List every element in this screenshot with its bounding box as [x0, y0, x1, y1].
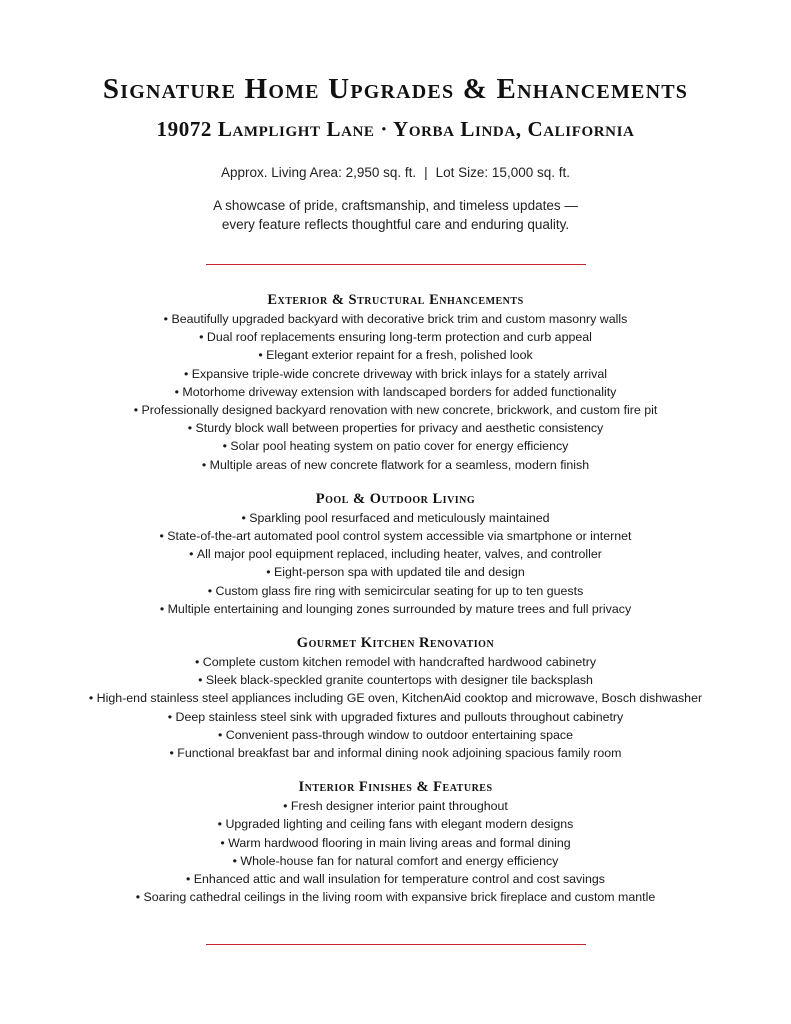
list-item: • Elegant exterior repaint for a fresh, polished look: [0, 346, 791, 364]
list-item: • Eight-person spa with updated tile and design: [0, 563, 791, 581]
feature-list: [0, 653, 791, 762]
tagline-line-2: every feature reflects thoughtful care and enduring quality.: [221, 217, 570, 232]
top-divider: [206, 264, 586, 265]
list-item: • Multiple areas of new concrete flatwork for a seamless, modern finish: [0, 456, 791, 474]
list-item: • Dual roof replacements ensuring long-term protection and curb appeal: [0, 328, 791, 346]
list-item: • Multiple entertaining and lounging zones surrounded by mature trees and full privacy: [0, 600, 791, 618]
feature-list: [0, 310, 791, 474]
section-title: Exterior & Structural Enhancements: [267, 292, 524, 308]
list-item: • State-of-the-art automated pool control system accessible via smartphone or internet: [0, 527, 791, 545]
list-item: • Sleek black-speckled granite countertops with designer tile backsplash: [0, 671, 791, 689]
lot-size: Lot Size: 15,000 sq. ft.: [435, 165, 570, 180]
property-stats: [0, 164, 791, 182]
list-item: • Motorhome driveway extension with landscaped borders for added functionality: [0, 383, 791, 401]
list-item: • High-end stainless steel appliances including GE oven, KitchenAid cooktop and microwave, Bosch dishwasher: [0, 689, 791, 707]
property-address: 19072 Lamplight Lane · Yorba Linda, California: [156, 117, 635, 141]
page-title: Signature Home Upgrades & Enhancements: [102, 73, 689, 105]
section-title: Interior Finishes & Features: [298, 779, 493, 796]
tagline: [0, 196, 791, 234]
list-item: • Beautifully upgraded backyard with decorative brick trim and custom masonry walls: [0, 310, 791, 328]
list-item: • Enhanced attic and wall insulation for temperature control and cost savings: [0, 870, 791, 888]
list-item: • Deep stainless steel sink with upgraded fixtures and pullouts throughout cabinetry: [0, 708, 791, 726]
list-item: • Sturdy block wall between properties for privacy and aesthetic consistency: [0, 419, 791, 437]
list-item: • Complete custom kitchen remodel with handcrafted hardwood cabinetry: [0, 653, 791, 671]
list-item: • Expansive triple-wide concrete driveway with brick inlays for a stately arrival: [0, 365, 791, 383]
list-item: • Fresh designer interior paint throughout: [0, 797, 791, 815]
section-title: Pool & Outdoor Living: [315, 490, 476, 507]
list-item: • Solar pool heating system on patio cover for energy efficiency: [0, 437, 791, 455]
list-item: • All major pool equipment replaced, including heater, valves, and controller: [0, 545, 791, 563]
feature-list: [0, 509, 791, 618]
section-pool-outdoor: [0, 490, 791, 618]
tagline-line-1: A showcase of pride, craftsmanship, and timeless updates —: [213, 198, 578, 213]
living-area: Approx. Living Area: 2,950 sq. ft.: [221, 165, 417, 180]
section-kitchen: [0, 634, 791, 762]
section-exterior-structural: [0, 291, 791, 474]
list-item: • Custom glass fire ring with semicircular seating for up to ten guests: [0, 582, 791, 600]
section-interior: [0, 778, 791, 906]
list-item: • Whole-house fan for natural comfort and energy efficiency: [0, 852, 791, 870]
list-item: • Professionally designed backyard renovation with new concrete, brickwork, and custom fire pit: [0, 401, 791, 419]
list-item: • Upgraded lighting and ceiling fans with elegant modern designs: [0, 815, 791, 833]
stats-separator: |: [424, 165, 428, 180]
list-item: • Sparkling pool resurfaced and meticulously maintained: [0, 509, 791, 527]
list-item: • Functional breakfast bar and informal dining nook adjoining spacious family room: [0, 744, 791, 762]
list-item: • Convenient pass-through window to outdoor entertaining space: [0, 726, 791, 744]
feature-list: [0, 797, 791, 906]
list-item: • Warm hardwood flooring in main living areas and formal dining: [0, 834, 791, 852]
list-item: • Soaring cathedral ceilings in the living room with expansive brick fireplace and custom mantle: [0, 888, 791, 906]
section-title: Gourmet Kitchen Renovation: [296, 635, 495, 652]
bottom-divider: [206, 944, 586, 945]
